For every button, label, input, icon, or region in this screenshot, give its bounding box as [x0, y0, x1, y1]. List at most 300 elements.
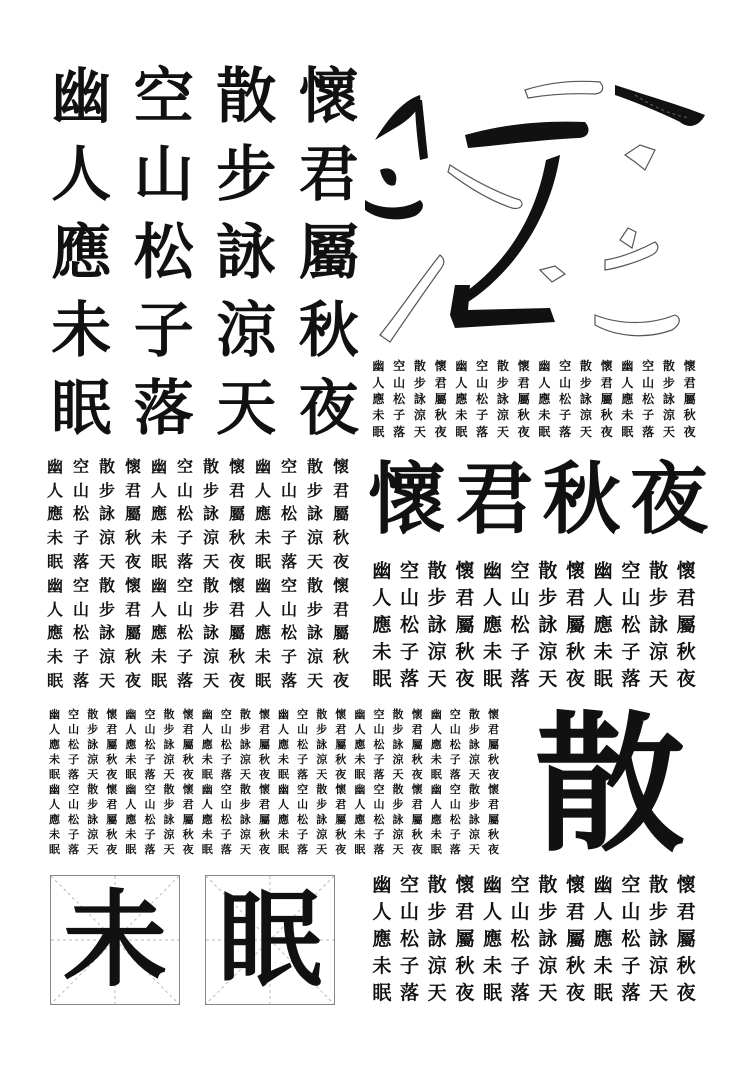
poem-char: 人: [46, 480, 63, 500]
poem-char: 應: [125, 813, 137, 826]
poem-char: 屬: [182, 738, 194, 751]
poem-char: 秋: [676, 955, 696, 977]
poem-char: 屬: [332, 623, 349, 643]
poem-char: 應: [538, 391, 551, 406]
poem-char: 涼: [468, 753, 480, 766]
poem-char: 君: [517, 375, 530, 390]
poem-char: 涼: [239, 828, 251, 841]
poem-char: 子: [144, 753, 156, 766]
poem-char: 屬: [124, 623, 141, 643]
poem-char: 落: [393, 424, 406, 439]
poem-char: 夜: [600, 424, 613, 439]
poem-char: 屬: [676, 614, 696, 636]
poem-char: 子: [72, 528, 89, 548]
poem-char: 詠: [98, 504, 115, 524]
poem-char: 幽: [49, 783, 61, 796]
poem-char: 秋: [332, 647, 349, 667]
poem-char: 夜: [228, 552, 245, 572]
poem-char: 未: [354, 828, 366, 841]
poem-char: 山: [621, 587, 641, 609]
poem-char: 未: [354, 753, 366, 766]
poem-char: 人: [46, 599, 63, 619]
poem-char: 涼: [392, 828, 404, 841]
poem-char: 懷: [676, 560, 696, 582]
poem-char: 散: [468, 783, 480, 796]
poem-char: 落: [280, 552, 297, 572]
poem-char: 山: [144, 798, 156, 811]
showcase-line: [368, 455, 708, 545]
poem-char: 秋: [124, 528, 141, 548]
poem-char: 人: [125, 723, 137, 736]
poem-char: 屬: [124, 504, 141, 524]
poem-char: 空: [144, 708, 156, 721]
poem-char: 未: [278, 753, 290, 766]
poem-char: 懷: [487, 708, 499, 721]
poem-char: 屬: [455, 614, 475, 636]
showcase-char-1: 懷: [368, 454, 447, 545]
poem-char: 秋: [455, 641, 475, 663]
poem-char: 幽: [201, 708, 213, 721]
poem-char: 未: [430, 828, 442, 841]
poem-char: 散: [306, 456, 323, 476]
poem-char: 未: [538, 408, 551, 423]
poem-char: 君: [600, 375, 613, 390]
specimen-frame-1: [50, 875, 180, 1005]
poem-char: 松: [559, 391, 572, 406]
poem-char: 散: [538, 874, 558, 896]
poem-char: 松: [72, 504, 89, 524]
poem-char: 應: [201, 813, 213, 826]
poem-char: 幽: [372, 874, 392, 896]
poem-char: 夜: [676, 668, 696, 690]
poem-char: 夜: [487, 843, 499, 856]
showcase-single-char: 散: [534, 697, 685, 873]
poem-char: 子: [133, 296, 194, 366]
poem-char: 步: [392, 798, 404, 811]
poem-char: 松: [280, 504, 297, 524]
poem-char: 山: [72, 599, 89, 619]
poem-char: 君: [455, 901, 475, 923]
poem-char: 詠: [316, 813, 328, 826]
poem-char: 步: [496, 375, 509, 390]
poem-char: 天: [648, 668, 668, 690]
poem-char: 未: [430, 753, 442, 766]
poem-char: 幽: [150, 456, 167, 476]
poem-char: 君: [335, 723, 347, 736]
poem-char: 屬: [434, 391, 447, 406]
poem-char: 空: [176, 575, 193, 595]
poem-char: 天: [316, 768, 328, 781]
poem-char: 應: [49, 813, 61, 826]
poem-char: 屬: [600, 391, 613, 406]
poem-char: 應: [46, 504, 63, 524]
poem-char: 秋: [228, 647, 245, 667]
poem-char: 散: [239, 783, 251, 796]
poem-char: 散: [163, 783, 175, 796]
poem-char: 空: [144, 783, 156, 796]
poem-char: 秋: [517, 408, 530, 423]
poem-char: 詠: [648, 614, 668, 636]
poem-char: 眠: [430, 768, 442, 781]
poem-char: 未: [372, 641, 392, 663]
poem-char: 天: [579, 424, 592, 439]
main-poem-grid: [40, 58, 370, 448]
poem-char: 未: [482, 955, 502, 977]
poem-char: 步: [163, 798, 175, 811]
specimen-char-2: 眠: [217, 878, 322, 1001]
poem-char: 詠: [413, 391, 426, 406]
poem-char: 落: [510, 982, 530, 1004]
poem-char: 天: [216, 374, 277, 444]
poem-char: 空: [72, 575, 89, 595]
poem-char: 松: [176, 504, 193, 524]
poem-char: 應: [278, 738, 290, 751]
poem-char: 幽: [354, 708, 366, 721]
poem-char: 應: [254, 504, 271, 524]
poem-char: 空: [373, 783, 385, 796]
poem-char: 夜: [455, 668, 475, 690]
poem-char: 山: [559, 375, 572, 390]
poem-char: 幽: [125, 783, 137, 796]
poem-char: 人: [482, 587, 502, 609]
poem-char: 君: [106, 798, 118, 811]
poem-char: 未: [46, 528, 63, 548]
poem-char: 眠: [430, 843, 442, 856]
poem-char: 屬: [683, 391, 696, 406]
poem-char: 秋: [335, 753, 347, 766]
poem-char: 詠: [202, 504, 219, 524]
poem-char: 秋: [565, 955, 585, 977]
poem-char: 涼: [98, 528, 115, 548]
poem-char: 散: [413, 359, 426, 374]
poem-char: 夜: [335, 768, 347, 781]
poem-char: 君: [298, 140, 359, 210]
poem-char: 夜: [124, 671, 141, 691]
poem-char: 子: [621, 955, 641, 977]
poem-char: 步: [98, 599, 115, 619]
poem-char: 天: [392, 843, 404, 856]
poem-char: 詠: [239, 738, 251, 751]
poem-char: 應: [150, 504, 167, 524]
poem-char: 君: [565, 901, 585, 923]
poem-char: 君: [182, 798, 194, 811]
poem-char: 夜: [565, 668, 585, 690]
poem-char: 應: [150, 623, 167, 643]
poem-char: 松: [510, 928, 530, 950]
poem-char: 散: [306, 575, 323, 595]
poem-char: 應: [254, 623, 271, 643]
poem-char: 君: [258, 723, 270, 736]
poem-char: 未: [49, 828, 61, 841]
poem-char: 人: [593, 587, 613, 609]
poem-char: 應: [430, 813, 442, 826]
poem-char: 君: [106, 723, 118, 736]
poem-char: 夜: [411, 843, 423, 856]
poem-char: 天: [538, 982, 558, 1004]
solid-strokes: [365, 85, 705, 328]
poem-char: 君: [676, 901, 696, 923]
poem-char: 散: [87, 708, 99, 721]
poem-char: 未: [372, 955, 392, 977]
poem-char: 君: [332, 599, 349, 619]
poem-char: 君: [228, 480, 245, 500]
poem-char: 山: [393, 375, 406, 390]
poem-char: 未: [201, 753, 213, 766]
poem-char: 夜: [434, 424, 447, 439]
poem-char: 屬: [487, 738, 499, 751]
poem-char: 落: [144, 768, 156, 781]
poem-char: 散: [648, 560, 668, 582]
poem-char: 松: [144, 738, 156, 751]
poem-char: 落: [510, 668, 530, 690]
poem-char: 秋: [182, 828, 194, 841]
showcase-char-4: 夜: [629, 454, 708, 545]
poem-char: 山: [220, 723, 232, 736]
poem-char: 天: [87, 768, 99, 781]
poem-char: 幽: [430, 708, 442, 721]
poem-char: 落: [220, 843, 232, 856]
poem-char: 夜: [258, 843, 270, 856]
poem-char: 眠: [621, 424, 634, 439]
poem-char: 步: [239, 723, 251, 736]
poem-char: 未: [125, 753, 137, 766]
poem-char: 詠: [538, 614, 558, 636]
poem-char: 詠: [316, 738, 328, 751]
poem-char: 屬: [182, 813, 194, 826]
poem-char: 天: [163, 843, 175, 856]
poem-char: 天: [163, 768, 175, 781]
poem-char: 詠: [306, 504, 323, 524]
poem-char: 空: [476, 359, 489, 374]
poem-char: 眠: [593, 668, 613, 690]
poem-char: 步: [163, 723, 175, 736]
poem-char: 秋: [455, 955, 475, 977]
poem-char: 幽: [593, 560, 613, 582]
poem-char: 懷: [455, 560, 475, 582]
poem-char: 空: [297, 708, 309, 721]
poem-char: 幽: [254, 575, 271, 595]
poem-char: 懷: [182, 708, 194, 721]
poem-char: 人: [372, 375, 385, 390]
poem-char: 空: [621, 874, 641, 896]
poem-char: 幽: [254, 456, 271, 476]
small-poem-grid-b: [42, 455, 354, 693]
poem-char: 松: [399, 928, 419, 950]
poem-char: 步: [468, 723, 480, 736]
poem-char: 松: [133, 218, 194, 288]
poem-char: 空: [133, 62, 194, 132]
poem-char: 落: [133, 374, 194, 444]
poem-char: 幽: [621, 359, 634, 374]
poem-char: 松: [220, 738, 232, 751]
poem-char: 屬: [411, 738, 423, 751]
poem-char: 人: [125, 798, 137, 811]
poem-char: 落: [373, 843, 385, 856]
poem-char: 子: [68, 828, 80, 841]
poem-char: 空: [280, 456, 297, 476]
poem-char: 涼: [316, 753, 328, 766]
poem-char: 散: [239, 708, 251, 721]
poem-char: 秋: [676, 641, 696, 663]
poem-char: 涼: [239, 753, 251, 766]
poem-char: 松: [476, 391, 489, 406]
poem-char: 松: [297, 813, 309, 826]
poem-char: 懷: [487, 783, 499, 796]
poem-char: 屬: [565, 614, 585, 636]
poem-char: 步: [216, 140, 277, 210]
poem-char: 天: [427, 668, 447, 690]
poem-char: 幽: [593, 874, 613, 896]
poem-char: 屬: [676, 928, 696, 950]
poem-char: 天: [239, 768, 251, 781]
poem-char: 山: [399, 587, 419, 609]
poem-char: 子: [399, 955, 419, 977]
poem-char: 詠: [87, 813, 99, 826]
poem-char: 夜: [298, 374, 359, 444]
poem-char: 落: [144, 843, 156, 856]
poem-char: 松: [68, 738, 80, 751]
poem-char: 未: [49, 753, 61, 766]
poem-char: 落: [449, 843, 461, 856]
poem-char: 空: [399, 874, 419, 896]
poem-char: 眠: [150, 552, 167, 572]
poem-char: 幽: [278, 783, 290, 796]
poem-char: 人: [254, 599, 271, 619]
poem-char: 涼: [306, 528, 323, 548]
poem-char: 懷: [258, 783, 270, 796]
poem-char: 涼: [216, 296, 277, 366]
poem-char: 秋: [106, 753, 118, 766]
poem-char: 步: [87, 723, 99, 736]
poem-char: 山: [176, 480, 193, 500]
poem-char: 君: [487, 798, 499, 811]
poem-char: 眠: [354, 843, 366, 856]
poem-char: 應: [593, 614, 613, 636]
poem-char: 涼: [413, 408, 426, 423]
poem-char: 散: [316, 708, 328, 721]
poem-char: 應: [593, 928, 613, 950]
poem-char: 松: [621, 928, 641, 950]
poem-char: 夜: [332, 671, 349, 691]
poem-char: 幽: [150, 575, 167, 595]
poem-char: 山: [220, 798, 232, 811]
poem-char: 散: [392, 783, 404, 796]
poem-char: 散: [316, 783, 328, 796]
poem-char: 懷: [124, 456, 141, 476]
poem-char: 天: [316, 843, 328, 856]
poem-char: 未: [125, 828, 137, 841]
poem-char: 詠: [496, 391, 509, 406]
poem-char: 秋: [335, 828, 347, 841]
poem-char: 君: [411, 798, 423, 811]
poem-char: 人: [278, 798, 290, 811]
poem-char: 落: [176, 671, 193, 691]
poem-char: 松: [393, 391, 406, 406]
poem-char: 空: [621, 560, 641, 582]
poem-char: 未: [593, 641, 613, 663]
poem-char: 步: [202, 480, 219, 500]
poem-char: 子: [621, 641, 641, 663]
poem-char: 君: [455, 587, 475, 609]
poem-char: 人: [150, 480, 167, 500]
poem-char: 秋: [434, 408, 447, 423]
poem-char: 夜: [411, 768, 423, 781]
poem-char: 松: [68, 813, 80, 826]
poem-char: 步: [239, 798, 251, 811]
poem-char: 眠: [593, 982, 613, 1004]
poem-char: 涼: [202, 647, 219, 667]
poem-char: 散: [98, 456, 115, 476]
poem-char: 未: [278, 828, 290, 841]
poem-char: 山: [476, 375, 489, 390]
poem-char: 未: [150, 528, 167, 548]
poem-char: 懷: [106, 708, 118, 721]
poem-char: 天: [239, 843, 251, 856]
poem-char: 人: [354, 723, 366, 736]
poem-char: 山: [297, 798, 309, 811]
poem-char: 山: [68, 798, 80, 811]
poem-char: 屬: [487, 813, 499, 826]
poem-char: 幽: [482, 560, 502, 582]
poem-char: 幽: [46, 456, 63, 476]
showcase-char-2: 君: [455, 454, 534, 545]
poem-char: 落: [297, 843, 309, 856]
poem-char: 君: [487, 723, 499, 736]
poem-char: 秋: [106, 828, 118, 841]
poem-char: 君: [182, 723, 194, 736]
poem-char: 應: [482, 928, 502, 950]
poem-char: 幽: [49, 708, 61, 721]
poem-char: 子: [559, 408, 572, 423]
poem-char: 秋: [228, 528, 245, 548]
poem-char: 散: [202, 456, 219, 476]
poem-char: 步: [392, 723, 404, 736]
poem-char: 未: [51, 296, 112, 366]
poem-char: 落: [220, 768, 232, 781]
poem-char: 山: [72, 480, 89, 500]
poem-char: 步: [87, 798, 99, 811]
poem-char: 應: [201, 738, 213, 751]
poem-char: 落: [72, 671, 89, 691]
poem-char: 步: [427, 587, 447, 609]
poem-char: 天: [392, 768, 404, 781]
poem-char: 秋: [487, 753, 499, 766]
poem-char: 天: [662, 424, 675, 439]
poem-char: 秋: [258, 753, 270, 766]
specimen-char-1: 未: [62, 878, 167, 1001]
poem-char: 君: [258, 798, 270, 811]
poem-char: 懷: [411, 783, 423, 796]
poem-char: 步: [98, 480, 115, 500]
poem-char: 屬: [258, 738, 270, 751]
poem-char: 山: [373, 798, 385, 811]
poem-char: 涼: [468, 828, 480, 841]
poem-char: 應: [430, 738, 442, 751]
poem-char: 屬: [106, 813, 118, 826]
poem-char: 眠: [201, 768, 213, 781]
poem-char: 子: [280, 647, 297, 667]
poem-char: 眠: [372, 424, 385, 439]
poem-char: 子: [393, 408, 406, 423]
poem-char: 涼: [202, 528, 219, 548]
poem-char: 空: [68, 708, 80, 721]
poem-char: 幽: [278, 708, 290, 721]
poem-char: 人: [538, 375, 551, 390]
poem-char: 幽: [354, 783, 366, 796]
poem-char: 涼: [648, 641, 668, 663]
poem-char: 詠: [392, 813, 404, 826]
poem-char: 懷: [517, 359, 530, 374]
